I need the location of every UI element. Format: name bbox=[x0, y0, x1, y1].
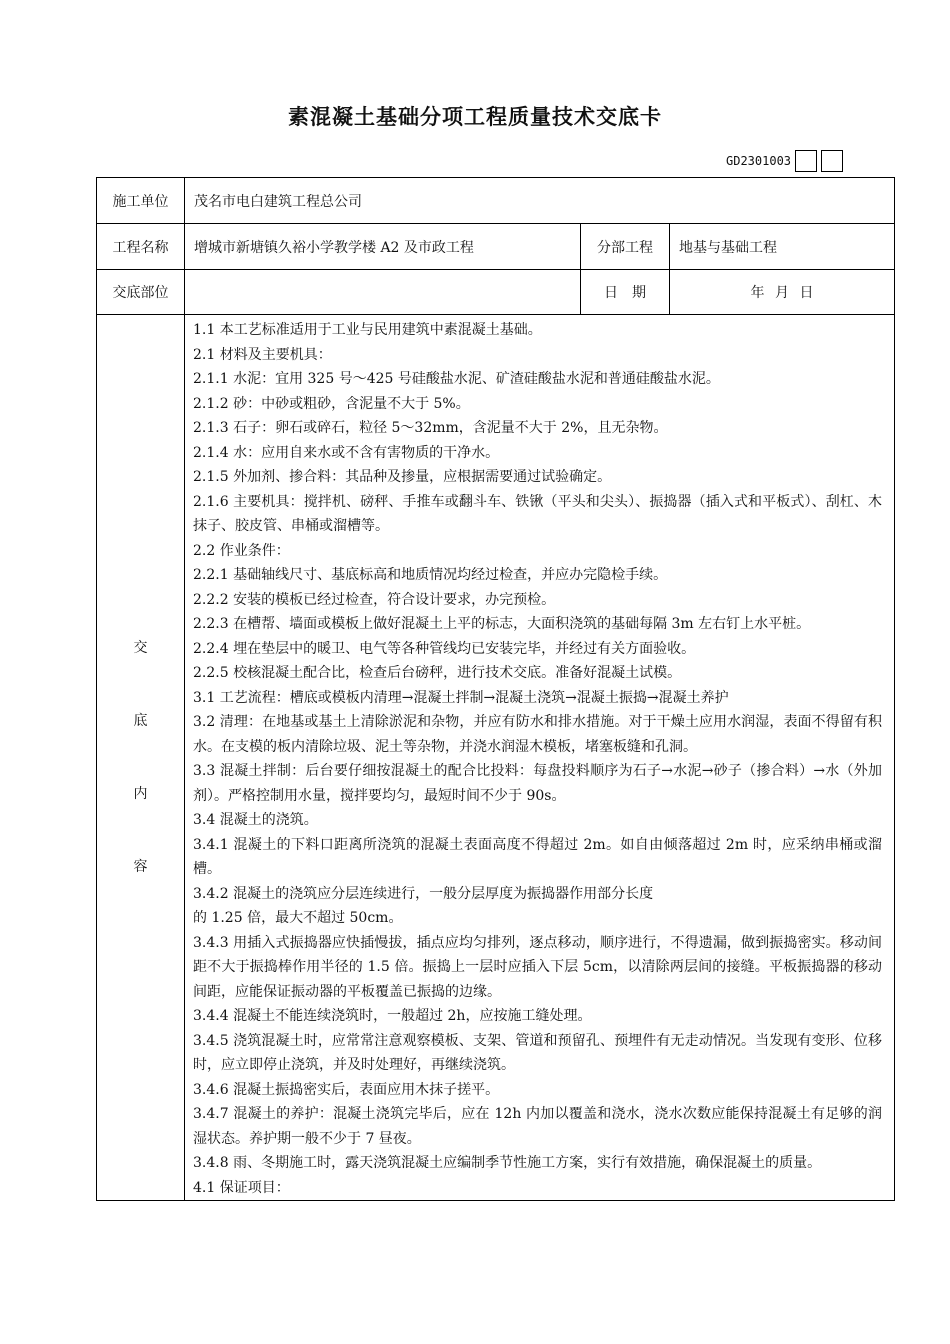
content-line: 2.1 材料及主要机具： bbox=[193, 346, 332, 363]
content-line: 3.4.2 混凝土的浇筑应分层连续进行，一般分层厚度为振捣器作用部分长度 bbox=[193, 885, 654, 902]
content-line: 2.1.4 水：应用自来水或不含有害物质的干净水。 bbox=[193, 444, 500, 461]
content-line: 3.2 清理：在地基或基土上清除淤泥和杂物，并应有防水和排水措施。对于干燥土应用水润湿，表面不得留有积水。在支模的板内清除垃圾、泥土等杂物，并浇水润湿木模板，堵塞板缝和孔洞。 bbox=[193, 714, 883, 755]
content-line: 2.2.1 基础轴线尺寸、基底标高和地质情况均经过检查，并应办完隐检手续。 bbox=[193, 567, 668, 583]
content-line: 3.4.4 混凝土不能连续浇筑时，一般超过 2h，应按施工缝处理。 bbox=[193, 1008, 592, 1024]
document-title: 素混凝土基础分项工程质量技术交底卡 bbox=[288, 105, 662, 129]
construction-unit-label: 施工单位 bbox=[97, 178, 185, 224]
content-line: 3.4.8 雨、冬期施工时，露天浇筑混凝土应编制季节性施工方案，实行有效措施，确保混凝土的质量。 bbox=[193, 1155, 822, 1171]
location-label: 交底部位 bbox=[97, 270, 185, 315]
content-line: 2.2.4 埋在垫层中的暖卫、电气等各种管线均已安装完毕，并经过有关方面验收。 bbox=[193, 640, 696, 657]
side-char: 容 bbox=[133, 858, 148, 875]
date-value: 年 月 日 bbox=[670, 270, 895, 315]
content-line: 2.1.3 石子：卵石或碎石，粒径 5～32mm，含泥量不大于 2%，且无杂物。 bbox=[193, 420, 668, 436]
document-code bbox=[726, 150, 843, 172]
side-char: 内 bbox=[133, 785, 148, 802]
disclosure-table bbox=[96, 177, 895, 1201]
content-line: 4.1 保证项目： bbox=[193, 1179, 290, 1196]
content-line: 2.2.3 在槽帮、墙面或模板上做好混凝土上平的标志，大面积浇筑的基础每隔 3m 左右钉上水平桩。 bbox=[193, 616, 811, 632]
content-side-label bbox=[97, 315, 185, 1201]
construction-unit-value: 茂名市电白建筑工程总公司 bbox=[185, 178, 895, 224]
content-line: 3.4.6 混凝土振捣密实后，表面应用木抹子搓平。 bbox=[193, 1081, 500, 1098]
project-name-value: 增城市新塘镇久裕小学教学楼 A2 及市政工程 bbox=[185, 224, 581, 270]
date-label: 日 期 bbox=[581, 270, 670, 315]
content-line: 2.1.6 主要机具：搅拌机、磅秤、手推车或翻斗车、铁锹（平头和尖头）、振捣器（插入式和平板式）、刮杠、木抹子、胶皮管、串桶或溜槽等。 bbox=[193, 493, 883, 534]
content-line: 3.3 混凝土拌制：后台要仔细按混凝土的配合比投料：每盘投料顺序为石子→水泥→砂子（掺合料）→水（外加剂）。严格控制用水量，搅拌要均匀，最短时间不少于 90s。 bbox=[193, 763, 883, 804]
content-line: 2.1.1 水泥：宜用 325 号～425 号硅酸盐水泥、矿渣硅酸盐水泥和普通硅酸盐水泥。 bbox=[193, 371, 720, 387]
project-name-label: 工程名称 bbox=[97, 224, 185, 270]
content-line: 1.1 本工艺标准适用于工业与民用建筑中素混凝土基础。 bbox=[193, 322, 542, 338]
sub-project-value: 地基与基础工程 bbox=[670, 224, 895, 270]
content-line: 3.4.1 混凝土的下料口距离所浇筑的混凝土表面高度不得超过 2m。如自由倾落超过 2m 时，应采纳串桶或溜槽。 bbox=[193, 836, 883, 877]
side-char: 底 bbox=[133, 712, 148, 729]
content-line: 的 1.25 倍，最大不超过 50cm。 bbox=[193, 910, 403, 926]
content-line: 2.1.2 砂：中砂或粗砂，含泥量不大于 5%。 bbox=[193, 395, 470, 412]
content-line: 3.4.7 混凝土的养护：混凝土浇筑完毕后，应在 12h 内加以覆盖和浇水，浇水次数应能保持混凝土有足够的润湿状态。养护期一般不少于 7 昼夜。 bbox=[193, 1106, 883, 1147]
content-line: 3.4 混凝土的浇筑。 bbox=[193, 812, 318, 828]
content-line: 3.4.3 用插入式振捣器应快插慢拔，插点应均匀排列，逐点移动，顺序进行，不得遗漏，做到振捣密实。移动间距不大于振捣棒作用半径的 1.5 倍。振捣上一层时应插入下层 5cm，以清除两层间的接缝。平板振捣器的移动间距，应能保证振动器的平板覆盖已振捣的边缘。 bbox=[193, 934, 883, 1000]
content-line: 2.2 作业条件： bbox=[193, 542, 290, 559]
content-line: 2.2.2 安装的模板已经过检查，符合设计要求，办完预检。 bbox=[193, 591, 556, 608]
location-value bbox=[185, 270, 581, 315]
disclosure-content bbox=[185, 315, 895, 1201]
code-checkbox-1[interactable] bbox=[795, 150, 817, 172]
code-checkbox-2[interactable] bbox=[821, 150, 843, 172]
content-line: 2.1.5 外加剂、掺合料：其品种及掺量，应根据需要通过试验确定。 bbox=[193, 469, 612, 485]
content-line: 2.2.5 校核混凝土配合比，检查后台磅秤，进行技术交底。准备好混凝土试模。 bbox=[193, 665, 682, 681]
sub-project-label: 分部工程 bbox=[581, 224, 670, 270]
document-code-text: GD2301003 bbox=[726, 154, 792, 168]
content-line: 3.4.5 浇筑混凝土时，应常常注意观察模板、支架、管道和预留孔、预埋件有无走动情况。当发现有变形、位移时，应立即停止浇筑，并及时处理好，再继续浇筑。 bbox=[193, 1032, 883, 1073]
content-line: 3.1 工艺流程：槽底或模板内清理→混凝土拌制→混凝土浇筑→混凝土振捣→混凝土养护 bbox=[193, 689, 729, 706]
side-char: 交 bbox=[133, 639, 148, 656]
